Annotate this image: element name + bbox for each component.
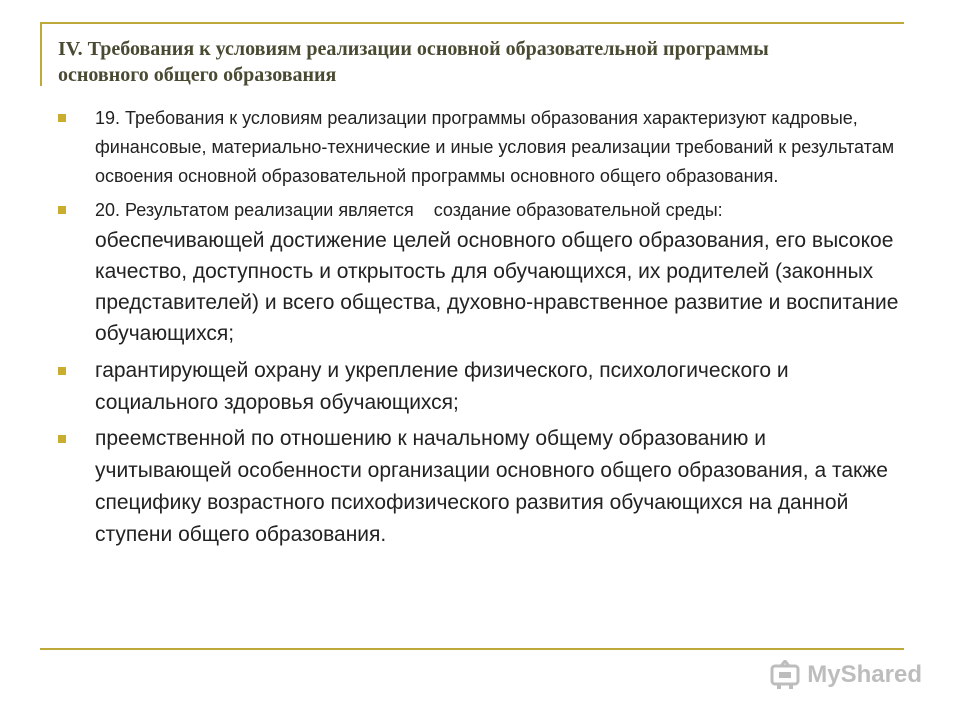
bullet-icon xyxy=(58,367,66,375)
myshared-logo-icon xyxy=(769,660,801,690)
list-item-continuity xyxy=(58,423,908,551)
frame-left-line xyxy=(40,22,42,86)
watermark xyxy=(769,660,922,690)
watermark-text: MyShared xyxy=(807,661,922,688)
frame-top-line xyxy=(40,22,904,24)
item-text: обеспечивающей достижение целей основного общего образования, его высокое качество, доступность и открытость для обучающихся, их родителей (законных представителей) и всего общества, духовно-нравственное развитие и воспитание обучающихся; xyxy=(95,229,899,345)
bullet-icon xyxy=(58,206,66,214)
item-text: гарантирующей охрану и укрепление физического, психологического и социального здоровья обучающихся; xyxy=(95,359,789,414)
bullet-icon xyxy=(58,114,66,122)
item-heading: 20. Результатом реализации является создание образовательной среды: xyxy=(95,200,723,220)
slide-title: IV. Требования к условиям реализации основной образовательной программы основного общего образования xyxy=(58,38,769,86)
slide-content xyxy=(58,104,908,551)
list-item-20 xyxy=(58,197,908,349)
item-text: преемственной по отношению к начальному общему образованию и учитывающей особенности организации основного общего образования, а также специфику возрастного психофизического развития обучающихся на данной ступени общего образования. xyxy=(95,427,888,546)
list-item-19 xyxy=(58,104,908,191)
item-text: 19. Требования к условиям реализации программы образования характеризуют кадровые, финансовые, материально-технические и иные условия реализации требований к результатам освоения основной образовательной программы основного общего образования. xyxy=(95,108,895,186)
bullet-icon xyxy=(58,435,66,443)
list-item-health xyxy=(58,355,908,419)
frame-bottom-line xyxy=(40,648,904,650)
